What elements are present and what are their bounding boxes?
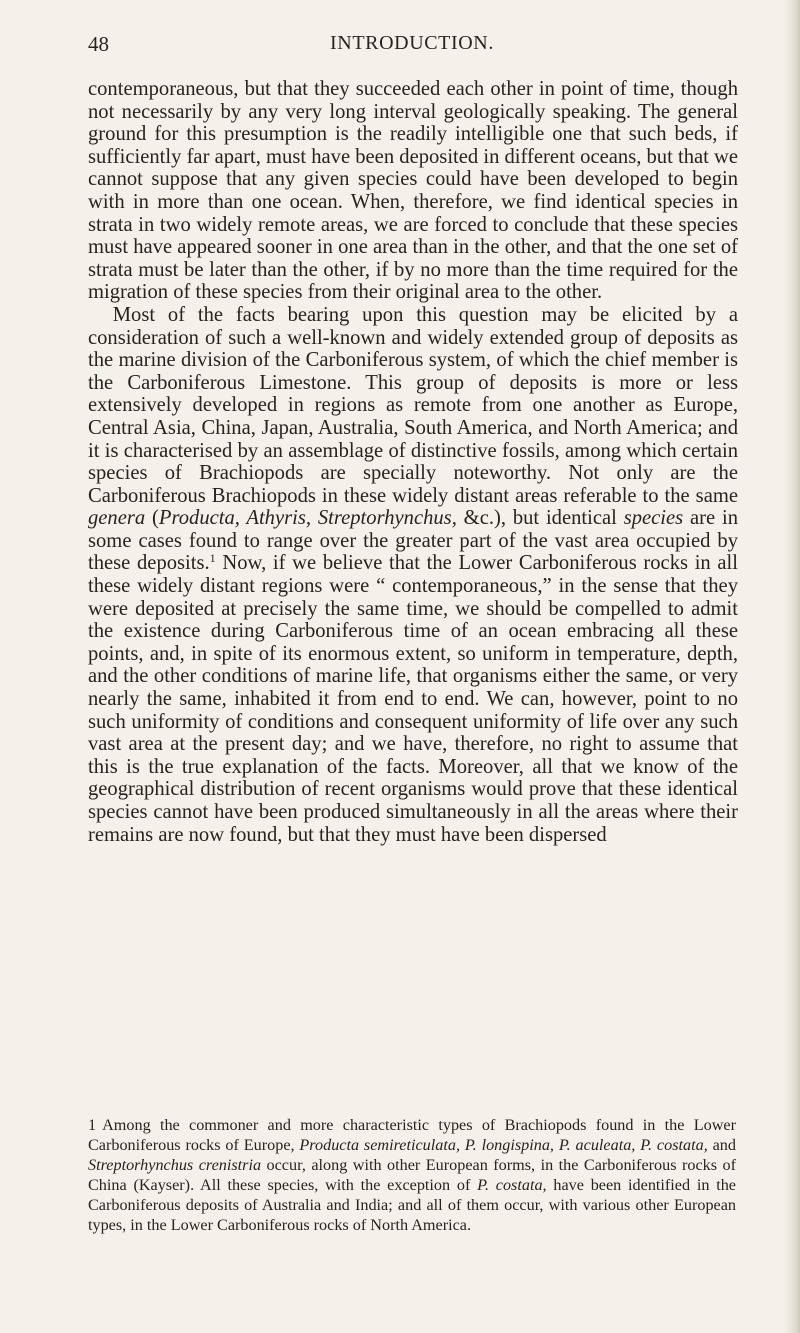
italic-term: genera — [88, 507, 146, 530]
text-run: occur, along with other European forms, in the Carboniferous rocks of China (Kayser). All these species, with the exception of — [88, 1156, 737, 1194]
italic-term: Producta, Athyris, Streptorhynchus, — [158, 507, 457, 530]
italic-term: species — [623, 507, 684, 530]
footnote-reference: 1 — [209, 551, 216, 566]
page-number: 48 — [88, 32, 109, 56]
text-run: &c.), but identical — [456, 507, 624, 530]
text-run: and — [707, 1136, 736, 1154]
text-run: contemporaneous, but that they succeeded each other in point of time, though not necessarily by any very long interval geologically speaking. The general ground for this presumption is the readily intelligible one that such beds, if sufficiently far apart, must have been deposited in different oceans, but that we cannot suppose that any given species could have been developed to begin with in more than one ocean. When, therefore, we find identical species in strata in two widely remote areas, we are forced to conclude that these species must have appeared sooner in one area than in the other, and that the one set of strata must be later than the other, if by no more than the time required for the migration of these species from their original area to the other. — [88, 78, 739, 304]
italic-term: P. costata, — [477, 1176, 547, 1194]
paragraph-1 — [88, 78, 738, 304]
text-run: Among the commoner and more characteristic types of Brachiopods found in the Lower Carboniferous rocks of Europe, — [88, 1116, 736, 1154]
running-head: INTRODUCTION. — [330, 32, 494, 54]
text-run: ( — [145, 507, 159, 530]
footnote-text — [88, 1116, 736, 1234]
page-header — [88, 30, 736, 66]
italic-term: Producta semireticulata, P. longispina, P. aculeata, P. costata, — [299, 1136, 708, 1154]
footnote — [88, 1115, 736, 1235]
body-text — [88, 78, 738, 846]
italic-term: Streptorhynchus crenistria — [88, 1156, 262, 1174]
footnote-mark: 1 — [88, 1116, 97, 1134]
text-run: have been identified in the Carboniferous deposits of Australia and India; and all of them occur, with various other European types, in the Lower Carboniferous rocks of North America. — [88, 1176, 736, 1234]
text-run: Most of the facts bearing upon this question may be elicited by a consideration of such a well-known and widely extended group of deposits as the marine division of the Carboniferous system, of which the chief member is the Carboniferous Limestone. This group of deposits is more or less extensively developed in regions as remote from one another as Europe, Central Asia, China, Japan, Australia, South America, and North America; and it is characterised by an assemblage of distinctive fossils, among which certain species of Brachiopods are specially noteworthy. Not only are the Carboniferous Brachiopods in these widely distant areas referable to the same — [88, 303, 738, 507]
text-run: Now, if we believe that the Lower Carboniferous rocks in all these widely distant regions were “ contemporaneous,” in the sense that they were deposited at precisely the same time, we should be compelled to admit the existence during Carboniferous time of an ocean embracing all these points, and, in spite of its enormous extent, so uniform in temperature, depth, and the other conditions of marine life, that organisms either the same, or very nearly the same, inhabited it from end to end. We can, however, point to no such uniformity of conditions and consequent uniformity of life over any such vast area at the present day; and we have, therefore, no right to assume that this is the true explanation of the facts. Moreover, all that we know of the geographical distribution of recent organisms would prove that these identical species cannot have been produced simultaneously in all the areas where their remains are now found, but that they must have been dispersed — [88, 552, 738, 846]
page-edge-shadow — [784, 0, 800, 1333]
paragraph-2 — [88, 304, 738, 846]
text-run: are in some cases found to range over the greater part of the vast area occupied by these deposits. — [88, 507, 738, 575]
